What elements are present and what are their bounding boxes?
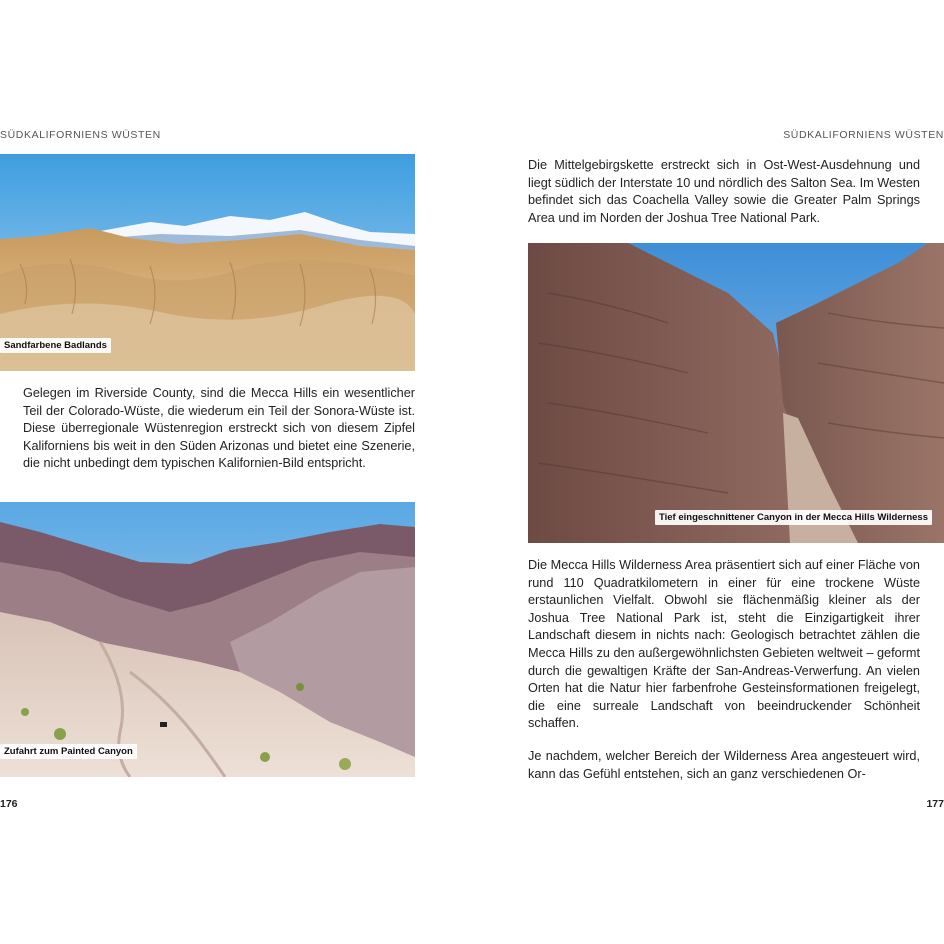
photo-mecca-hills-canyon <box>528 243 944 543</box>
running-head-left: SÜDKALIFORNIENS WÜSTEN <box>0 129 161 141</box>
left-paragraph: Gelegen im Riverside County, sind die Mecca Hills ein wesentlicher Teil der Colorado-Wüste, die wiederum ein Teil der Sonora-Wüste ist. Diese überregionale Wüstenregion erstreckt sich von diesem Zipfel Kaliforniens bis weit in den Süden Arizonas und bietet eine Szenerie, die nicht unbedingt dem typischen Kalifornien-Bild entspricht. <box>23 386 415 471</box>
caption-painted-canyon-road: Zufahrt zum Painted Canyon <box>0 744 137 759</box>
photo-painted-canyon-road <box>0 502 415 777</box>
running-head-right: SÜDKALIFORNIENS WÜSTEN <box>783 129 944 141</box>
caption-sand-badlands: Sandfarbene Badlands <box>0 338 111 353</box>
caption-mecca-hills-canyon: Tief eingeschnittener Canyon in der Mecca Hills Wilderness <box>655 510 932 525</box>
page-number-right: 177 <box>926 798 944 810</box>
page-number-left: 176 <box>0 798 18 810</box>
right-paragraph-2: Die Mecca Hills Wilderness Area präsentiert sich auf einer Fläche von rund 110 Quadratkilometern in einer für eine trockene Wüste erstaunlichen Vielfalt. Obwohl sie flächenmäßig kleiner als der Joshua Tree National Park ist, steht die Einzigartigkeit ihrer Landschaft diesem in nichts nach: Geologisch betrachtet zählen die Mecca Hills zu den außergewöhnlichsten Gebieten weltweit – geformt durch die gewaltigen Kräfte der San-Andreas-Verwerfung. An vielen Orten hat die Natur hier farbenfrohe Gesteinsformationen freigelegt, die eine surreale Landschaft von beeindruckender Schönheit schaffen. <box>528 558 920 731</box>
right-paragraph-1: Die Mittelgebirgskette erstreckt sich in Ost-West-Ausdehnung und liegt südlich der Interstate 10 und nördlich des Salton Sea. Im Westen befindet sich das Coachella Valley sowie die Greater Palm Springs Area und im Norden der Joshua Tree National Park. <box>528 158 920 225</box>
right-paragraph-3: Je nachdem, welcher Bereich der Wilderness Area angesteuert wird, kann das Gefühl entstehen, sich an ganz verschiedenen Or- <box>528 749 920 781</box>
